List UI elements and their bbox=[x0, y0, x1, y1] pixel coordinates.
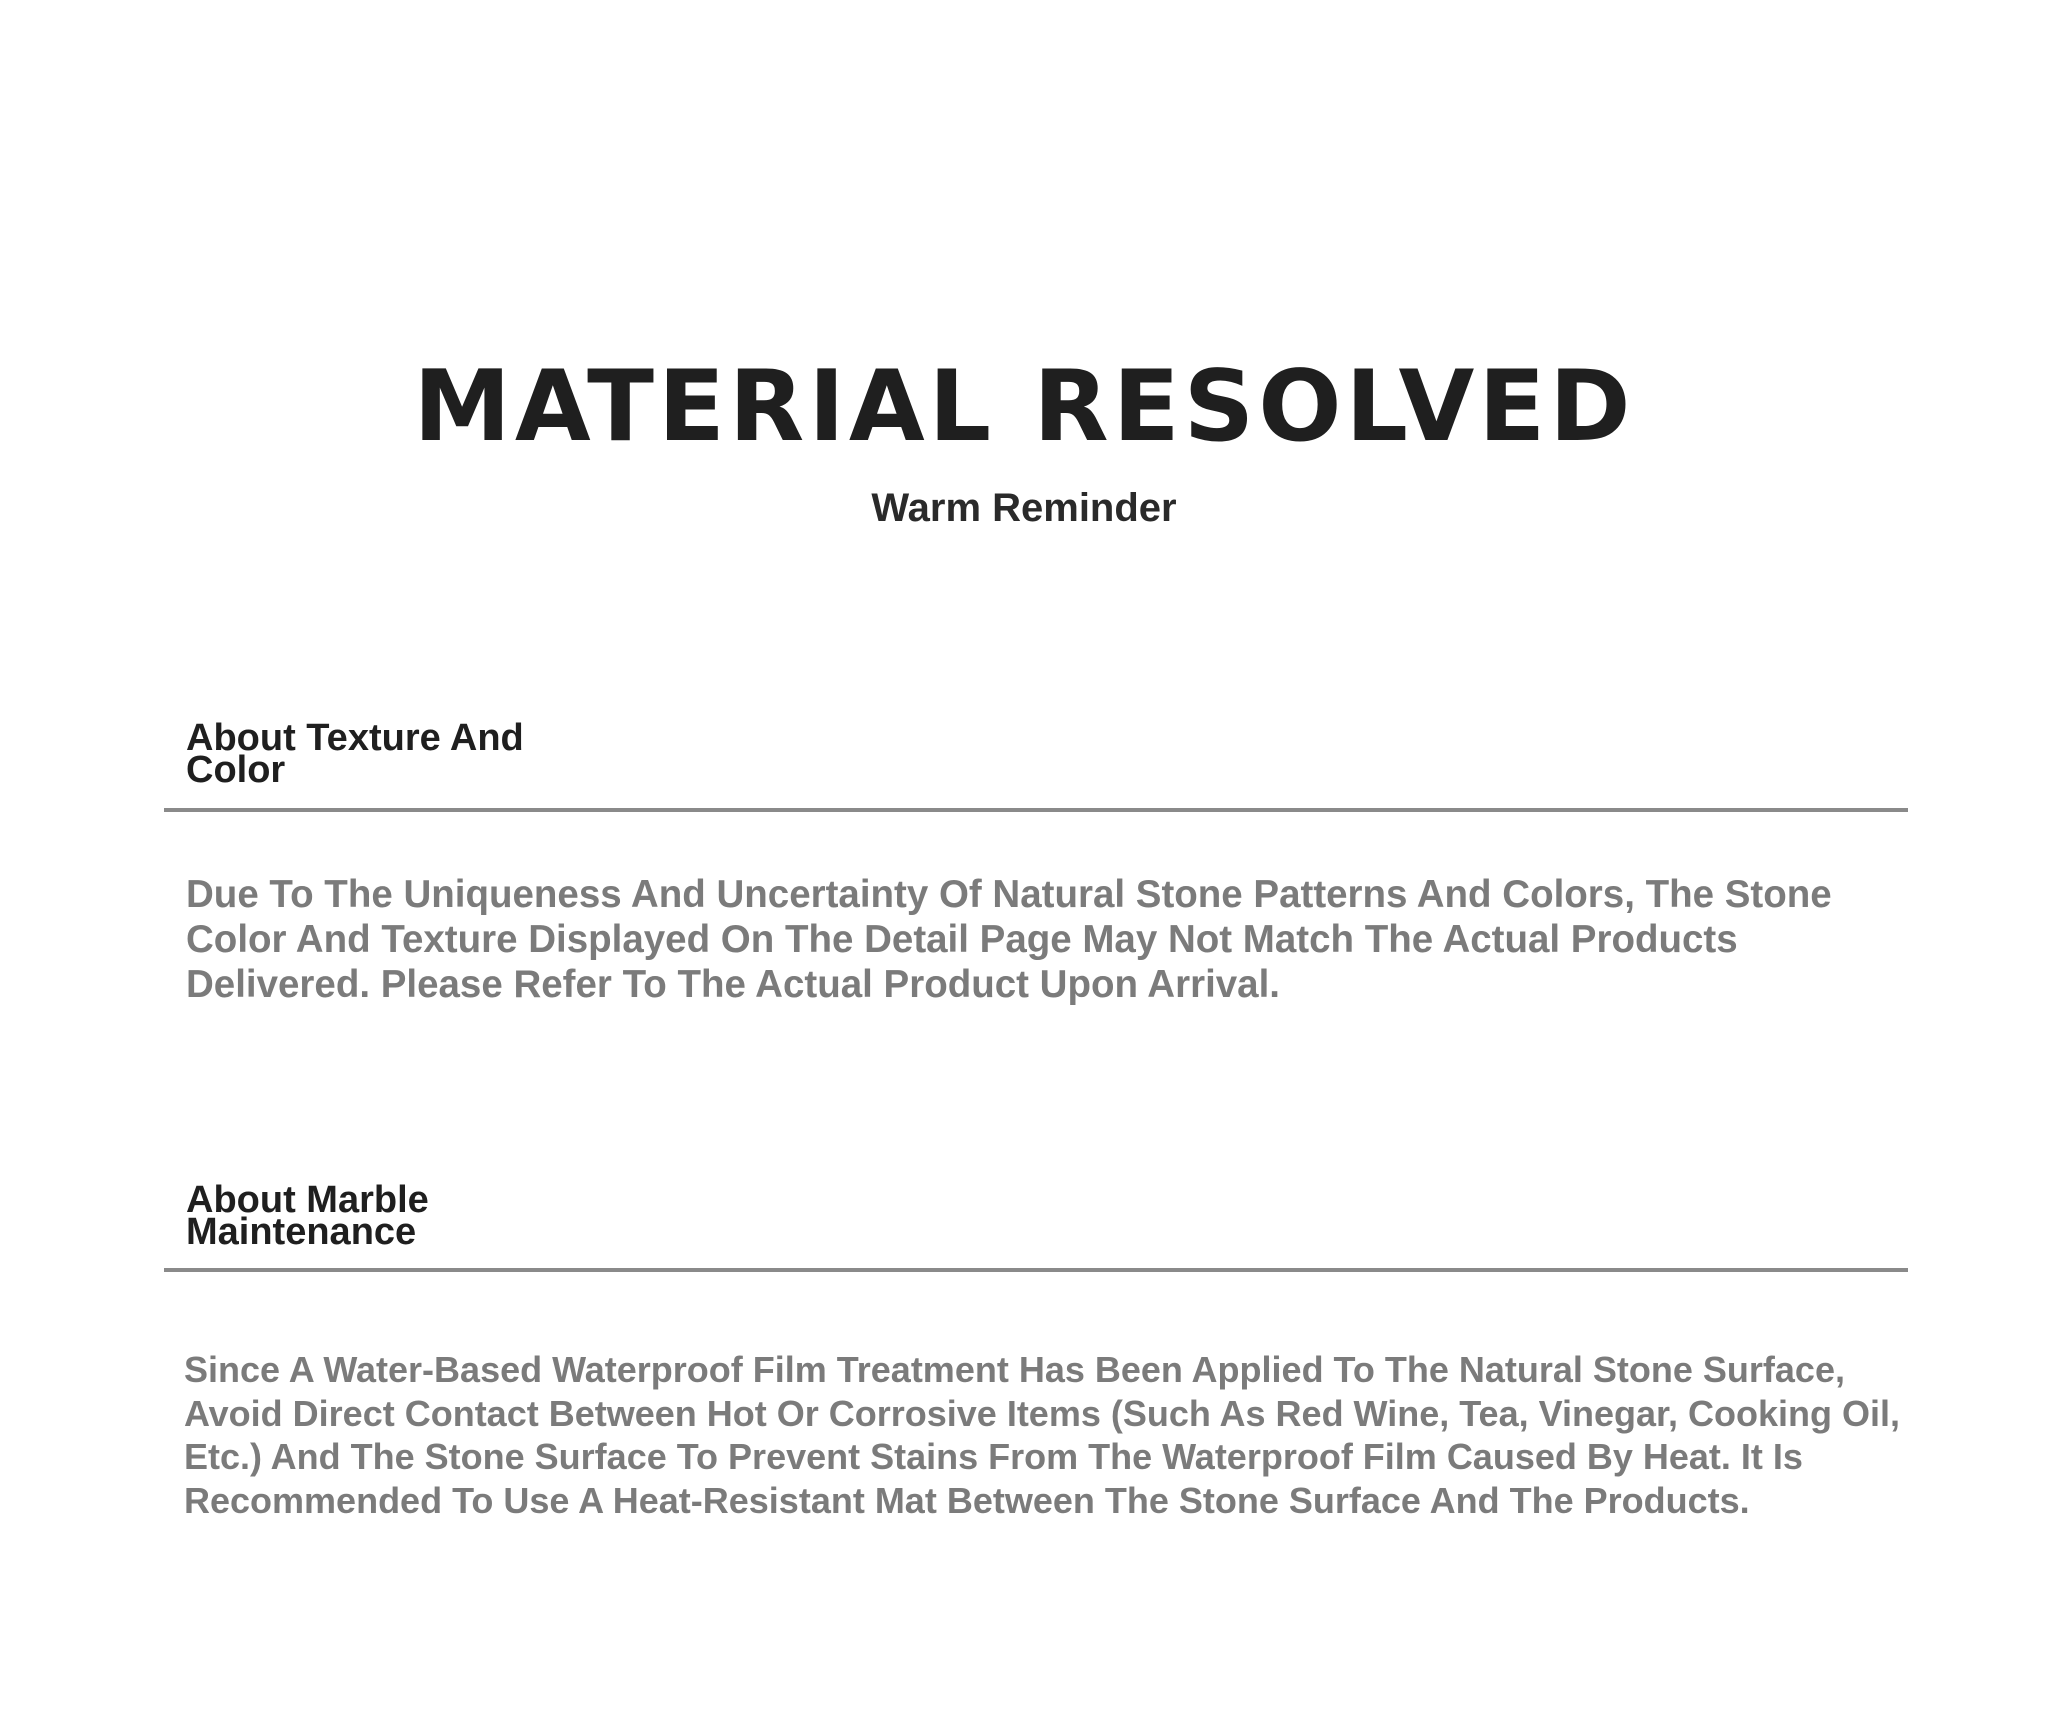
section-divider bbox=[164, 1268, 1908, 1272]
page-subtitle: Warm Reminder bbox=[871, 486, 1177, 530]
section-divider bbox=[164, 808, 1908, 812]
section-heading-texture-color: About Texture And Color bbox=[186, 717, 524, 791]
section-heading-marble-maintenance: About Marble Maintenance bbox=[186, 1179, 429, 1253]
section-body-marble-maintenance: Since A Water-Based Waterproof Film Treatment Has Been Applied To The Natural Stone Surface, Avoid Direct Contact Between Hot Or Corrosive Items (Such As Red Wine, Tea, Vinegar, Cooking Oil, Etc.) And The Stone Surface To Prevent Stains From The Waterproof Film Caused By Heat. It Is Recommended To Use A Heat-Resistant Mat Between The Stone Surface And The Products. bbox=[184, 1349, 1901, 1521]
section-body-texture-color: Due To The Uniqueness And Uncertainty Of Natural Stone Patterns And Colors, The Stone Color And Texture Displayed On The Detail Page May Not Match The Actual Products Delivered. Please Refer To The Actual Product Upon Arrival. bbox=[186, 873, 1832, 1006]
brand-logo: MATERIAL RESOLVED bbox=[413, 350, 1635, 464]
